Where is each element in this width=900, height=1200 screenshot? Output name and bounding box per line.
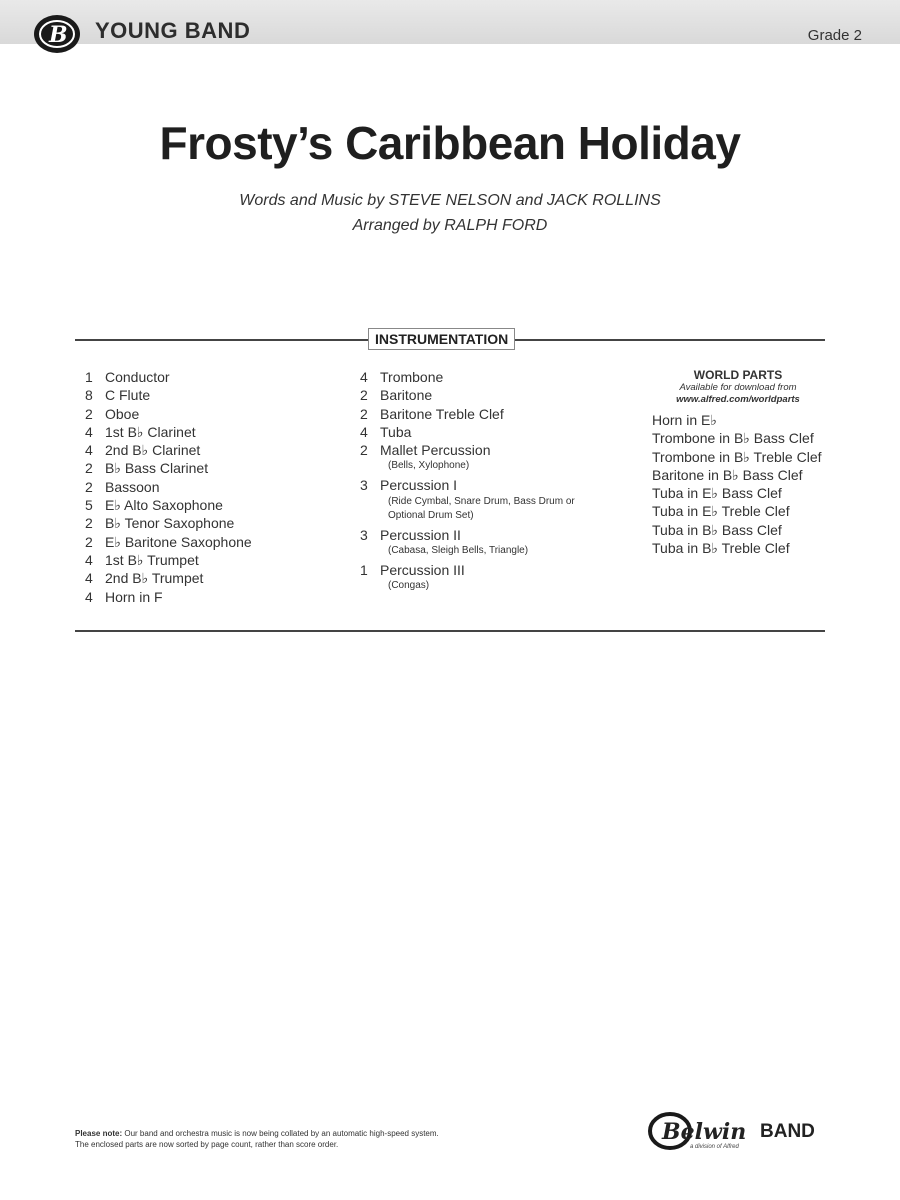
instrument-row [360, 476, 608, 494]
instrument-row [85, 368, 252, 386]
instrument-name: Horn in F [105, 588, 163, 605]
instrument-quantity: 2 [360, 387, 368, 404]
world-parts-title: WORLD PARTS [693, 368, 783, 382]
instrument-row [85, 441, 252, 459]
world-part-item: Tuba in E♭ Bass Clef [652, 485, 782, 502]
footer-note [75, 1128, 439, 1150]
instrument-name: Trombone [380, 369, 444, 385]
world-part-item: Tuba in B♭ Bass Clef [652, 521, 782, 538]
instrument-row [360, 423, 608, 441]
world-parts-subtitle: Available for download from [679, 382, 797, 393]
instrument-quantity: 2 [85, 515, 93, 532]
instrument-name: Bassoon [105, 478, 160, 495]
world-parts-panel [652, 368, 827, 557]
instrument-quantity: 2 [85, 533, 93, 550]
instrument-name: Tuba [380, 423, 412, 440]
instrument-row [360, 386, 608, 404]
instrument-name: Oboe [105, 405, 140, 422]
instrument-row [85, 423, 252, 441]
instrument-row [85, 386, 252, 404]
instrument-quantity: 2 [85, 460, 93, 477]
instrument-name: Baritone Treble Clef [380, 405, 504, 422]
publisher-name: Belwin [662, 1119, 747, 1145]
instrument-quantity: 3 [360, 477, 368, 494]
instrument-row [85, 551, 252, 569]
instrument-quantity: 4 [85, 570, 93, 587]
instrument-row [85, 569, 252, 587]
instrument-name: C Flute [105, 387, 151, 404]
world-part-item: Tuba in B♭ Treble Clef [652, 540, 790, 557]
arranger-credit: Arranged by RALPH FORD [352, 217, 548, 234]
instrument-quantity: 4 [360, 423, 368, 440]
instrument-quantity: 1 [360, 562, 368, 579]
instrument-row [85, 459, 252, 477]
world-part-item: Tuba in E♭ Treble Clef [652, 503, 790, 520]
instrument-quantity: 2 [85, 478, 93, 495]
instrument-note: (Congas) [388, 580, 430, 592]
svg-text:B: B [49, 22, 68, 48]
footer-note-label: Please note: [75, 1129, 123, 1138]
instrument-quantity: 3 [360, 526, 368, 543]
grade-label: Grade 2 [807, 27, 862, 44]
instrument-quantity: 4 [85, 442, 93, 459]
instrument-row [85, 478, 252, 496]
instrument-note: (Bells, Xylophone) [388, 460, 470, 472]
world-part-item: Baritone in B♭ Bass Clef [652, 466, 803, 483]
instrumentation-heading: INSTRUMENTATION [368, 328, 515, 350]
world-part-item: Trombone in B♭ Bass Clef [652, 430, 814, 447]
instrument-quantity: 4 [85, 551, 93, 568]
instrument-name: E♭ Baritone Saxophone [105, 533, 252, 550]
instrument-row [360, 368, 608, 386]
instrument-name: Percussion I [380, 477, 458, 494]
world-parts-url[interactable]: www.alfred.com/worldparts [676, 394, 800, 405]
instrument-name: 2nd B♭ Clarinet [105, 442, 201, 459]
page-title: Frosty’s Caribbean Holiday [159, 117, 741, 169]
instrument-quantity: 2 [360, 405, 368, 422]
instrument-note: (Cabasa, Sleigh Bells, Triangle) [388, 545, 529, 557]
instrument-quantity: 4 [85, 423, 93, 440]
instrument-name: Baritone [380, 387, 433, 404]
instrument-quantity: 4 [85, 588, 93, 605]
instrument-column-2 [360, 368, 608, 596]
instrument-name: Percussion III [380, 562, 465, 579]
instrument-row [360, 561, 608, 579]
instrument-row [85, 514, 252, 532]
instrument-row [85, 533, 252, 551]
series-logo-icon [32, 12, 82, 56]
instrument-name: 1st B♭ Clarinet [105, 423, 196, 440]
instrument-name: Percussion II [380, 526, 461, 543]
instrument-quantity: 5 [85, 497, 93, 514]
publisher-band: BAND [760, 1121, 815, 1142]
instrument-note: (Ride Cymbal, Snare Drum, Bass Drum or Optional Drum Set) [388, 495, 575, 521]
instrument-row [85, 588, 252, 606]
world-part-item: Trombone in B♭ Treble Clef [652, 448, 822, 465]
instrument-row [360, 405, 608, 423]
instrument-row [85, 405, 252, 423]
instrument-name: E♭ Alto Saxophone [105, 497, 223, 514]
instrument-quantity: 4 [360, 369, 368, 385]
series-name: YOUNG BAND [95, 18, 251, 43]
instrument-name: B♭ Tenor Saxophone [105, 515, 235, 532]
instrument-row [360, 526, 608, 544]
instrument-row [85, 496, 252, 514]
instrument-name: Conductor [105, 369, 170, 385]
world-part-item: Horn in E♭ [652, 412, 717, 428]
instrument-quantity: 2 [85, 405, 93, 422]
instrument-quantity: 8 [85, 387, 93, 404]
composer-credit: Words and Music by STEVE NELSON and JACK ROLLINS [239, 192, 661, 209]
publisher-logo [648, 1110, 828, 1155]
instrument-name: B♭ Bass Clarinet [105, 460, 209, 477]
footer-note-line1: Our band and orchestra music is now being collated by an automatic high-speed system. [124, 1129, 439, 1138]
instrument-column-1 [85, 368, 252, 606]
instrument-name: 1st B♭ Trumpet [105, 551, 199, 568]
publisher-subtitle: a division of Alfred [690, 1144, 739, 1150]
instrument-quantity: 1 [85, 369, 93, 385]
instrument-quantity: 2 [360, 442, 368, 459]
bottom-divider [75, 630, 825, 632]
instrument-row [360, 441, 608, 459]
instrument-name: 2nd B♭ Trumpet [105, 570, 204, 587]
instrument-name: Mallet Percussion [380, 442, 491, 459]
footer-note-line2: The enclosed parts are now sorted by page count, rather than score order. [75, 1140, 339, 1149]
